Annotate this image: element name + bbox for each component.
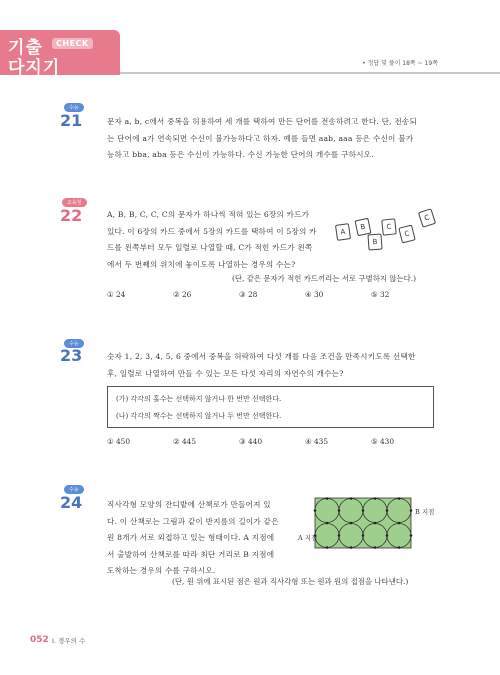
path-circle bbox=[363, 499, 387, 523]
point-b-label: B 지점 bbox=[415, 508, 435, 516]
section-title-line2: 다지기 bbox=[8, 58, 61, 78]
card: C bbox=[381, 218, 397, 235]
problem-line: 후, 일렬로 나열하여 만들 수 있는 모든 다섯 자리의 자연수의 개수는? bbox=[107, 368, 344, 378]
choice[interactable]: ① 450 bbox=[107, 437, 131, 446]
choices bbox=[107, 437, 467, 449]
problem-badge: 수능 bbox=[64, 339, 84, 348]
path-circle bbox=[363, 524, 387, 548]
choice[interactable]: ③ 440 bbox=[239, 437, 263, 446]
choice[interactable]: ⑤ 32 bbox=[371, 290, 390, 299]
problem-line: 서 출발하여 산책로를 따라 최단 거리로 B 지점에 bbox=[107, 549, 275, 559]
card: C bbox=[418, 208, 436, 228]
problem-text bbox=[107, 207, 337, 273]
path-circle bbox=[339, 524, 363, 548]
problem-line: 에서 두 번째의 위치에 놓이도록 나열하는 경우의 수는? bbox=[107, 259, 296, 269]
chapter-label: Ⅰ. 경우의 수 bbox=[52, 637, 86, 645]
section-tab bbox=[0, 30, 120, 78]
choice[interactable]: ④ 30 bbox=[305, 290, 324, 299]
card: C bbox=[398, 225, 415, 244]
path-circle bbox=[387, 499, 411, 523]
point-a-label: A 지점 bbox=[298, 534, 318, 542]
problem-number: 22 bbox=[60, 206, 83, 225]
problem-line: A, B, B, C, C, C의 문자가 하나씩 적혀 있는 6장의 카드가 bbox=[107, 210, 310, 219]
problem-line: 문자 a, b, c에서 중복을 허용하여 세 개를 택하여 만든 단어를 전송하려고 한다. 단, 전송되 bbox=[107, 117, 417, 126]
section-title-line1: 기출 bbox=[8, 38, 43, 58]
card: A bbox=[335, 223, 351, 241]
choice[interactable]: ④ 435 bbox=[305, 437, 329, 446]
conditions-box bbox=[107, 386, 434, 428]
choice[interactable]: ② 26 bbox=[173, 290, 192, 299]
page-header bbox=[0, 0, 500, 78]
problem-number: 23 bbox=[60, 346, 83, 365]
path-circle bbox=[387, 524, 411, 548]
problem-text bbox=[107, 349, 487, 382]
problem-line: 능하고 bba, aba 등은 수신이 가능하다. 수신 가능한 단어의 개수를 구하시오. bbox=[107, 150, 374, 159]
choice[interactable]: ② 445 bbox=[173, 437, 197, 446]
check-label: CHECK bbox=[52, 38, 93, 49]
problem-line: 드를 왼쪽부터 모두 일렬로 나열할 때, C가 적힌 카드가 왼쪽 bbox=[107, 243, 313, 252]
problem-badge: 수능 bbox=[64, 485, 84, 494]
path-circle bbox=[315, 524, 339, 548]
problem-line: 직사각형 모양의 잔디밭에 산책로가 만들어져 있 bbox=[107, 500, 271, 509]
problem-line: 다. 이 산책로는 그림과 같이 반지름의 길이가 같은 bbox=[107, 516, 279, 526]
answer-reference: • 정답 및 풀이 18쪽 ~ 19쪽 bbox=[362, 60, 438, 67]
problem-badge: 교육청 bbox=[62, 198, 87, 207]
choices bbox=[107, 290, 467, 302]
page-number: 052 bbox=[30, 635, 49, 645]
card: B bbox=[367, 234, 382, 251]
circles-path-figure bbox=[300, 494, 440, 562]
problem-line: 원 8개가 서로 외접하고 있는 형태이다. A 지점에 bbox=[107, 533, 275, 542]
problem-line: 도착하는 경우의 수를 구하시오. bbox=[107, 566, 216, 575]
problem-text bbox=[107, 497, 302, 580]
problem-line: 숫자 1, 2, 3, 4, 5, 6 중에서 중복을 허락하여 다섯 개를 다음 조건을 만족시키도록 선택한 bbox=[107, 352, 416, 361]
problem-text bbox=[107, 114, 487, 164]
condition-a: (가) 각각의 홀수는 선택하지 않거나 한 번만 선택한다. bbox=[116, 395, 282, 403]
problem-line: 있다. 이 6장의 카드 중에서 5장의 카드를 택하여 이 5장의 카 bbox=[107, 226, 317, 236]
problem-note: (단, 같은 문자가 적힌 카드끼리는 서로 구별하지 않는다.) bbox=[232, 274, 416, 283]
choice[interactable]: ① 24 bbox=[107, 290, 126, 299]
problem-badge: 수능 bbox=[64, 103, 84, 112]
card: B bbox=[354, 218, 371, 237]
path-circle bbox=[339, 499, 363, 523]
problem-number: 21 bbox=[60, 111, 83, 130]
choice[interactable]: ③ 28 bbox=[239, 290, 258, 299]
header-rule bbox=[120, 72, 500, 74]
problem-line: 는 단어에 a가 연속되면 수신이 불가능하다고 하자. 예를 들면 aab, aaa 등은 수신이 불가 bbox=[107, 133, 414, 143]
problem-note: (단, 원 위에 표시된 점은 원과 직사각형 또는 원과 원의 접점을 나타낸다.) bbox=[172, 577, 409, 586]
condition-b: (나) 각각의 짝수는 선택하지 않거나 두 번만 선택한다. bbox=[116, 412, 282, 420]
problem-number: 24 bbox=[60, 493, 83, 512]
path-circle bbox=[315, 499, 339, 523]
choice[interactable]: ⑤ 430 bbox=[371, 437, 395, 446]
